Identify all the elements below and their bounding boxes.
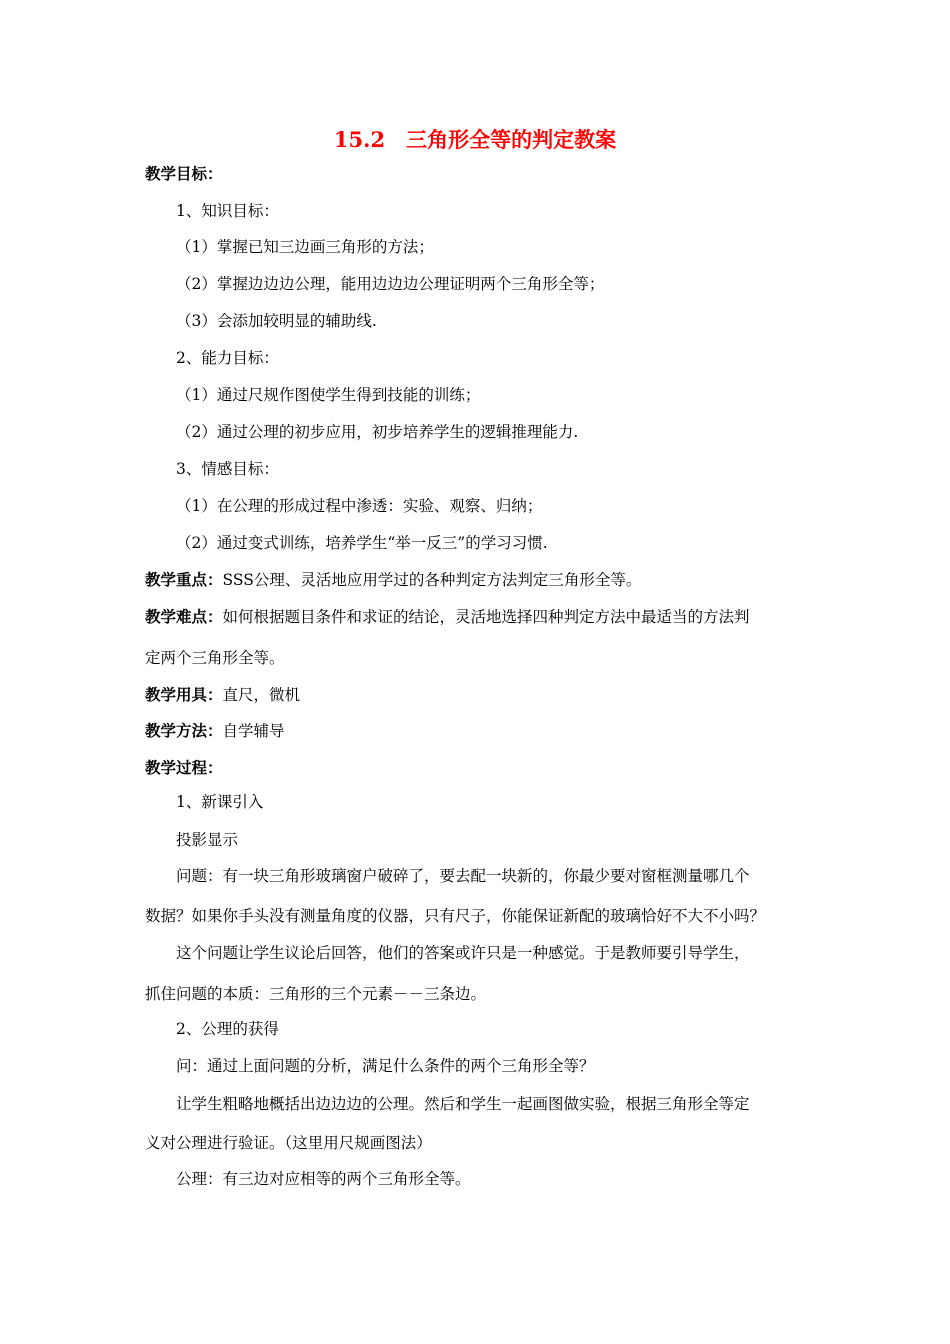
difficulty-text-continued: 定两个三角形全等。	[145, 649, 285, 667]
tools-line	[145, 685, 300, 705]
axiom-text: 公理：有三边对应相等的两个三角形全等。	[176, 1170, 471, 1188]
summary-line-1: 让学生粗略地概括出边边边的公理。然后和学生一起画图做实验，根据三角形全等定	[176, 1095, 750, 1113]
emotion-heading: 3、情感目标：	[176, 460, 279, 478]
document-title: 15.2 三角形全等的判定教案	[333, 127, 617, 152]
tools-label: 教学用具：	[145, 685, 223, 704]
difficulty-text: 如何根据题目条件和求证的结论，灵活地选择四种判定方法中最适当的方法判	[222, 608, 750, 626]
ability-item: （2）通过公理的初步应用，初步培养学生的逻辑推理能力.	[176, 423, 579, 441]
discussion-line-1: 这个问题让学生议论后回答，他们的答案或许只是一种感觉。于是教师要引导学生，	[176, 944, 750, 962]
key-point-line	[145, 570, 641, 590]
method-label: 教学方法：	[145, 721, 223, 740]
process-heading: 教学过程：	[145, 758, 223, 777]
goals-heading: 教学目标：	[145, 164, 223, 183]
ability-item: （1）通过尺规作图使学生得到技能的训练；	[176, 386, 481, 404]
ability-heading: 2、能力目标：	[176, 349, 279, 367]
key-point-label: 教学重点：	[145, 570, 223, 589]
method-line	[145, 721, 285, 741]
intro-heading: 1、新课引入	[176, 793, 264, 811]
discussion-line-2: 抓住问题的本质：三角形的三个元素－－三条边。	[145, 985, 487, 1003]
question-1-line-2: 数据？如果你手头没有测量角度的仪器，只有尺子，你能保证新配的玻璃恰好不大不小吗？	[145, 907, 766, 925]
question-2-text: 问：通过上面问题的分析，满足什么条件的两个三角形全等？	[176, 1057, 595, 1075]
difficulty-line	[145, 607, 750, 627]
tools-text: 直尺，微机	[222, 686, 301, 704]
axiom-heading: 2、公理的获得	[176, 1020, 279, 1038]
summary-line-2: 义对公理进行验证。（这里用尺规画图法）	[145, 1134, 432, 1152]
knowledge-item: （2）掌握边边边公理，能用边边边公理证明两个三角形全等；	[176, 275, 605, 293]
projection-text: 投影显示	[176, 831, 239, 849]
difficulty-label: 教学难点：	[145, 607, 223, 626]
knowledge-item: （3）会添加较明显的辅助线.	[176, 312, 377, 330]
method-text: 自学辅导	[222, 722, 285, 740]
question-1-line-1: 问题：有一块三角形玻璃窗户破碎了，要去配一块新的，你最少要对窗框测量哪几个	[176, 867, 750, 885]
emotion-item: （1）在公理的形成过程中渗透：实验、观察、归纳；	[176, 497, 543, 515]
knowledge-heading: 1、知识目标：	[176, 202, 279, 220]
key-point-text: SSS公理、灵活地应用学过的各种判定方法判定三角形全等。	[222, 571, 642, 589]
emotion-item: （2）通过变式训练，培养学生“举一反三”的学习习惯.	[176, 534, 548, 552]
knowledge-item: （1）掌握已知三边画三角形的方法；	[176, 238, 434, 256]
